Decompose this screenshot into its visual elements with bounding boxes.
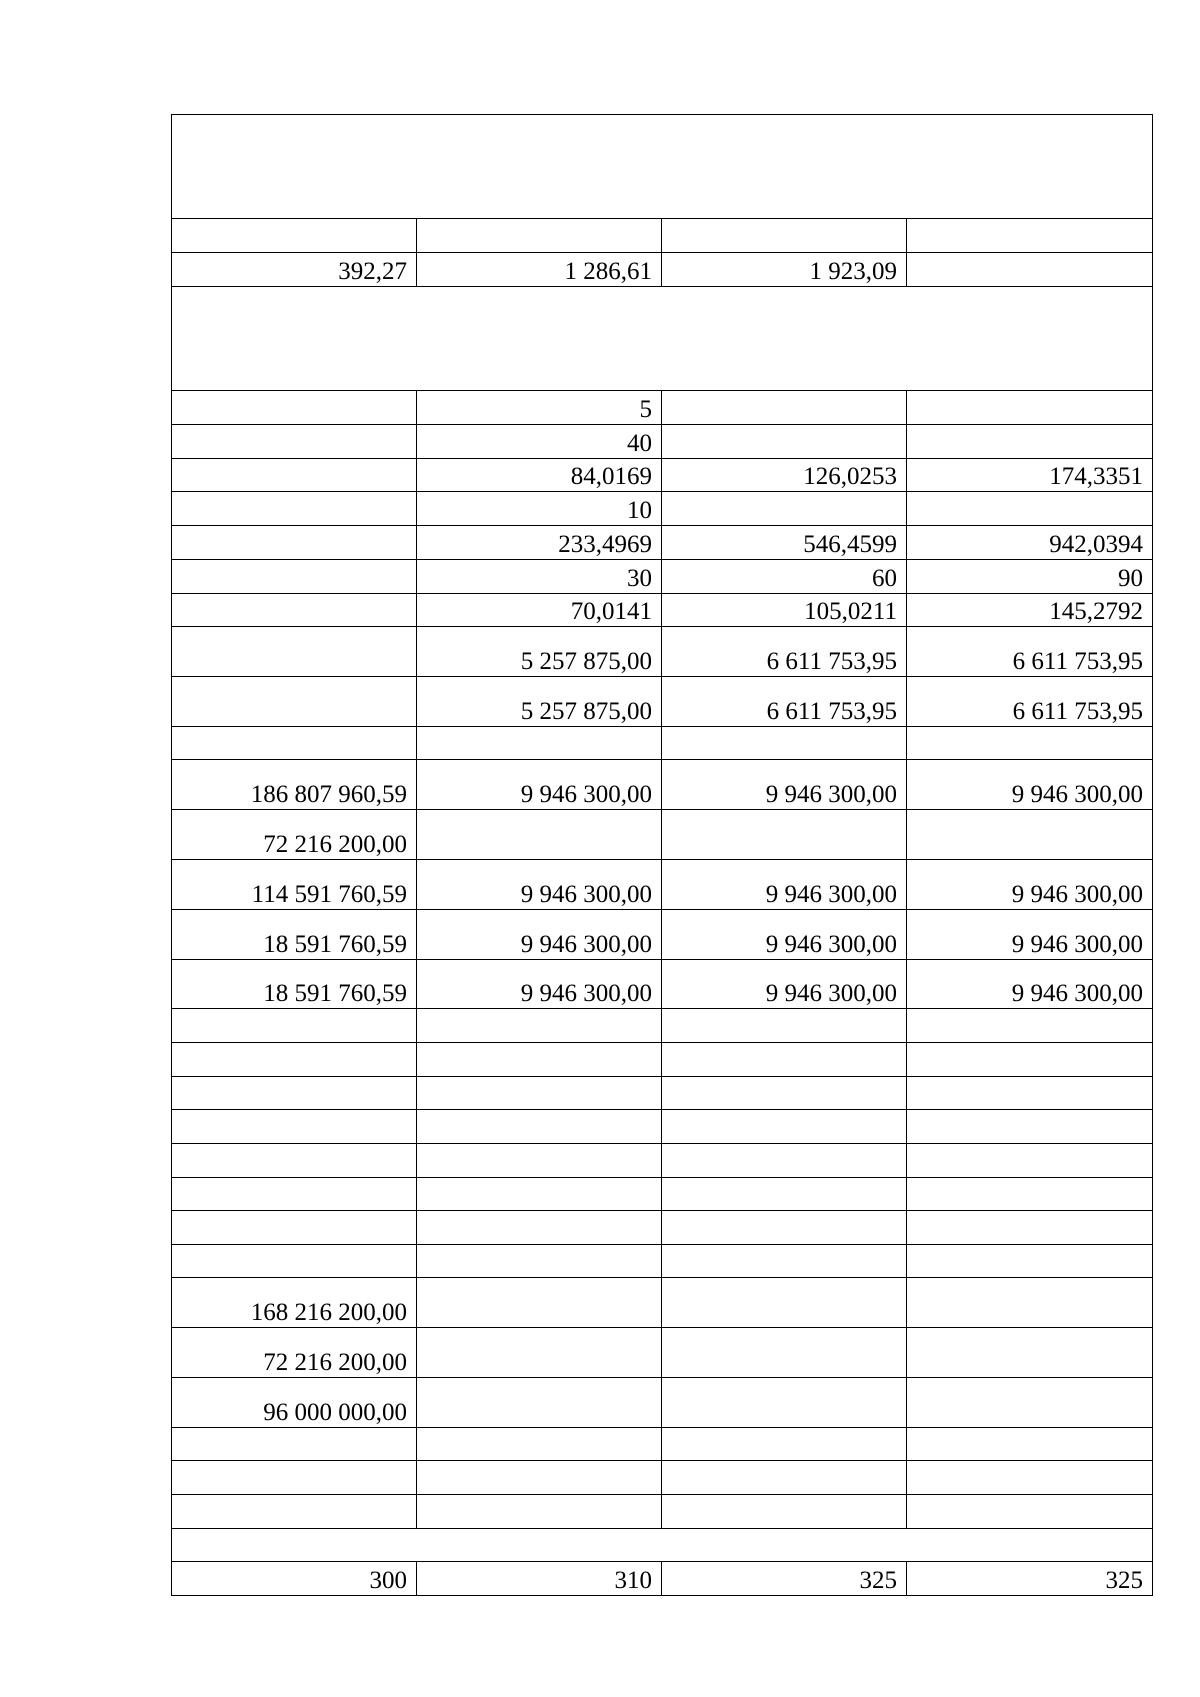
table-cell <box>907 1110 1153 1144</box>
table-row <box>172 391 1153 425</box>
table-cell: 105,0211 <box>662 594 907 627</box>
table-cell <box>662 391 907 425</box>
table-cell <box>907 425 1153 459</box>
table-row <box>172 526 1153 560</box>
table-cell <box>907 391 1153 425</box>
table-cell <box>417 219 662 253</box>
table-cell: 5 257 875,00 <box>417 677 662 727</box>
table-cell: 1 286,61 <box>417 253 662 287</box>
table-cell <box>662 1043 907 1077</box>
table-cell <box>172 1211 417 1245</box>
table-cell <box>172 627 417 677</box>
data-table <box>171 114 1153 1596</box>
table-cell <box>172 1461 417 1495</box>
table-row <box>172 1245 1153 1278</box>
table-cell <box>172 425 417 459</box>
table-row <box>172 910 1153 960</box>
table-cell <box>417 1328 662 1378</box>
section-row <box>172 115 1153 219</box>
table-cell: 942,0394 <box>907 526 1153 560</box>
table-cell <box>662 425 907 459</box>
table-cell <box>172 1428 417 1461</box>
table-cell <box>662 810 907 860</box>
table-cell <box>907 1245 1153 1278</box>
table-cell <box>662 1178 907 1211</box>
table-cell <box>907 1009 1153 1043</box>
table-cell <box>172 594 417 627</box>
table-row <box>172 492 1153 526</box>
table-cell: 9 946 300,00 <box>662 860 907 910</box>
merged-cell <box>172 115 1153 219</box>
table-row <box>172 1428 1153 1461</box>
table-cell: 325 <box>662 1562 907 1596</box>
table-cell <box>172 526 417 560</box>
table-cell: 9 946 300,00 <box>662 910 907 960</box>
table-cell: 9 946 300,00 <box>907 860 1153 910</box>
table-row <box>172 1562 1153 1596</box>
table-cell: 6 611 753,95 <box>662 677 907 727</box>
table-row <box>172 677 1153 727</box>
table-cell: 114 591 760,59 <box>172 860 417 910</box>
table-cell: 9 946 300,00 <box>907 960 1153 1009</box>
table-cell: 5 <box>417 391 662 425</box>
table-cell <box>172 727 417 760</box>
table-row <box>172 1009 1153 1043</box>
table-cell <box>417 1461 662 1495</box>
table-cell: 392,27 <box>172 253 417 287</box>
table-cell <box>417 810 662 860</box>
table-row <box>172 810 1153 860</box>
table-cell <box>662 1110 907 1144</box>
table-cell: 9 946 300,00 <box>907 760 1153 810</box>
table-cell <box>662 1144 907 1178</box>
table-cell: 90 <box>907 560 1153 594</box>
table-cell: 9 946 300,00 <box>417 760 662 810</box>
table-cell <box>417 1110 662 1144</box>
table-cell <box>417 1009 662 1043</box>
table-cell: 9 946 300,00 <box>417 910 662 960</box>
table-cell <box>172 1009 417 1043</box>
table-cell <box>172 1245 417 1278</box>
table-cell <box>662 1278 907 1328</box>
table-cell <box>662 1077 907 1110</box>
table-row <box>172 1144 1153 1178</box>
table-row <box>172 760 1153 810</box>
table-cell: 6 611 753,95 <box>907 677 1153 727</box>
table-cell: 10 <box>417 492 662 526</box>
table-cell <box>662 1328 907 1378</box>
table-cell <box>907 219 1153 253</box>
table-row <box>172 1495 1153 1529</box>
table-row <box>172 1211 1153 1245</box>
table-cell <box>907 1211 1153 1245</box>
table-cell: 546,4599 <box>662 526 907 560</box>
table-row <box>172 1278 1153 1328</box>
table-row <box>172 1178 1153 1211</box>
table-cell <box>172 1043 417 1077</box>
table-cell <box>907 1428 1153 1461</box>
table-body <box>172 115 1153 1596</box>
table-cell <box>172 1144 417 1178</box>
table-cell: 6 611 753,95 <box>662 627 907 677</box>
table-cell <box>172 1077 417 1110</box>
table-row <box>172 560 1153 594</box>
table-cell: 18 591 760,59 <box>172 960 417 1009</box>
table-cell <box>172 391 417 425</box>
table-row <box>172 1077 1153 1110</box>
table-cell <box>662 1378 907 1428</box>
table-cell: 325 <box>907 1562 1153 1596</box>
table-cell: 9 946 300,00 <box>417 960 662 1009</box>
table-cell <box>662 1245 907 1278</box>
table-cell: 96 000 000,00 <box>172 1378 417 1428</box>
table-row <box>172 219 1153 253</box>
table-cell <box>907 810 1153 860</box>
table-cell <box>417 1077 662 1110</box>
table-cell <box>662 1495 907 1529</box>
merged-cell <box>172 1529 1153 1562</box>
table-cell <box>417 1245 662 1278</box>
table-cell <box>417 1428 662 1461</box>
table-cell: 30 <box>417 560 662 594</box>
table-row <box>172 860 1153 910</box>
table-cell <box>172 1495 417 1529</box>
table-cell <box>417 1043 662 1077</box>
table-cell: 126,0253 <box>662 459 907 492</box>
section-row <box>172 1529 1153 1562</box>
table-cell <box>417 1211 662 1245</box>
table-cell: 9 946 300,00 <box>417 860 662 910</box>
table-cell <box>662 1461 907 1495</box>
merged-cell <box>172 287 1153 391</box>
table-cell: 6 611 753,95 <box>907 627 1153 677</box>
table-cell <box>907 492 1153 526</box>
table-cell <box>662 727 907 760</box>
table-cell <box>907 1378 1153 1428</box>
table-cell <box>907 1043 1153 1077</box>
table-row <box>172 1461 1153 1495</box>
table-cell <box>417 1378 662 1428</box>
table-cell: 84,0169 <box>417 459 662 492</box>
table-cell <box>662 1211 907 1245</box>
table-cell <box>172 219 417 253</box>
table-cell: 5 257 875,00 <box>417 627 662 677</box>
table-row <box>172 727 1153 760</box>
table-cell <box>907 1461 1153 1495</box>
table-row <box>172 1043 1153 1077</box>
table-row <box>172 1110 1153 1144</box>
table-cell <box>662 492 907 526</box>
table-cell <box>417 727 662 760</box>
table-row <box>172 627 1153 677</box>
table-cell <box>907 1077 1153 1110</box>
section-row <box>172 287 1153 391</box>
table-cell: 9 946 300,00 <box>662 760 907 810</box>
table-cell: 1 923,09 <box>662 253 907 287</box>
table-cell <box>662 219 907 253</box>
table-cell <box>907 1495 1153 1529</box>
table-row <box>172 253 1153 287</box>
table-cell <box>907 1328 1153 1378</box>
table-row <box>172 1328 1153 1378</box>
table-cell: 40 <box>417 425 662 459</box>
table-cell: 9 946 300,00 <box>662 960 907 1009</box>
table-row <box>172 1378 1153 1428</box>
table-cell: 233,4969 <box>417 526 662 560</box>
table-cell <box>172 1178 417 1211</box>
table-cell: 70,0141 <box>417 594 662 627</box>
table-cell: 18 591 760,59 <box>172 910 417 960</box>
table-row <box>172 960 1153 1009</box>
table-cell <box>907 1278 1153 1328</box>
table-cell: 300 <box>172 1562 417 1596</box>
table-cell <box>907 727 1153 760</box>
table-cell <box>417 1178 662 1211</box>
table-cell: 186 807 960,59 <box>172 760 417 810</box>
table-cell <box>172 492 417 526</box>
table-cell: 145,2792 <box>907 594 1153 627</box>
table-cell <box>417 1278 662 1328</box>
table-cell <box>907 253 1153 287</box>
table-row <box>172 594 1153 627</box>
table-cell: 60 <box>662 560 907 594</box>
table-cell: 310 <box>417 1562 662 1596</box>
table-cell <box>172 459 417 492</box>
table-cell: 72 216 200,00 <box>172 810 417 860</box>
table-cell <box>172 560 417 594</box>
table-cell <box>907 1178 1153 1211</box>
table-cell <box>662 1428 907 1461</box>
table-cell <box>172 677 417 727</box>
table-cell <box>417 1495 662 1529</box>
table-cell <box>172 1110 417 1144</box>
table-cell <box>907 1144 1153 1178</box>
table-cell: 174,3351 <box>907 459 1153 492</box>
table-row <box>172 459 1153 492</box>
table-cell <box>417 1144 662 1178</box>
table-row <box>172 425 1153 459</box>
table-cell <box>662 1009 907 1043</box>
table-cell: 168 216 200,00 <box>172 1278 417 1328</box>
table-cell: 72 216 200,00 <box>172 1328 417 1378</box>
table-cell: 9 946 300,00 <box>907 910 1153 960</box>
